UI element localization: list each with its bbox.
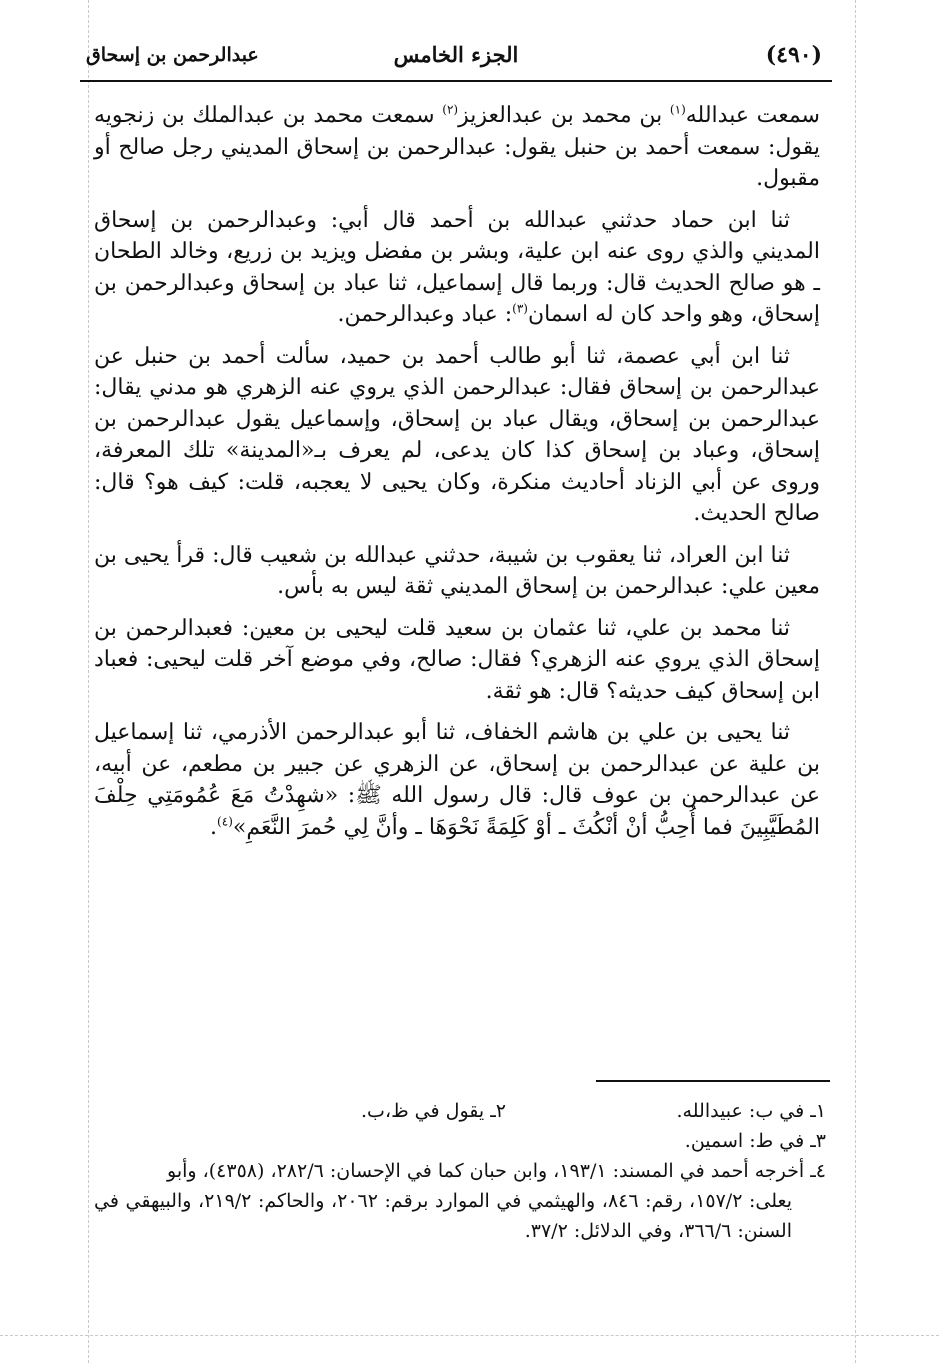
running-title: عبدالرحمن بن إسحاق xyxy=(86,44,259,66)
footnote-4-first-line: ٤ـ أخرجه أحمد في المسند: ١٩٣/١، وابن حبان كما في الإحسان: ٢٨٢/٦، (٤٣٥٨)، وأبو xyxy=(167,1160,826,1182)
text-segment: سمعت محمد بن عبدالملك بن زنجويه يقول: سمعت أحمد بن حنبل يقول: عبدالرحمن بن إسحاق المديني رجل صالح أو مقبول. xyxy=(94,103,820,191)
main-text xyxy=(94,100,820,853)
footnote-marker: (٢) xyxy=(442,102,459,117)
page-number: (٤٩٠) xyxy=(765,42,822,68)
text-segment: : عباد وعبدالرحمن. xyxy=(337,302,513,327)
text-segment: ثنا محمد بن علي، ثنا عثمان بن سعيد قلت ليحيى بن معين: فعبدالرحمن بن إسحاق الذي يروي عنه الزهري؟ فقال: صالح، وفي موضع آخر قلت ليحيى: فعباد ابن إسحاق كيف حديثه؟ قال: هو ثقة. xyxy=(94,615,820,704)
scan-guide-line xyxy=(0,1335,939,1336)
volume-title: الجزء الخامس xyxy=(393,42,519,67)
footnote-row xyxy=(94,1096,826,1126)
page-header xyxy=(80,38,832,78)
footnote-4 xyxy=(94,1156,826,1246)
footnote-3: ٣ـ في ط: اسمين. xyxy=(684,1130,826,1152)
body-paragraph xyxy=(94,717,820,843)
body-paragraph xyxy=(94,613,820,708)
body-paragraph xyxy=(94,100,820,195)
text-segment: سمعت عبدالله xyxy=(685,103,820,128)
footnote-2: ٢ـ يقول في ظ،ب. xyxy=(361,1100,506,1122)
footnotes xyxy=(94,1096,826,1246)
body-paragraph xyxy=(94,205,820,331)
scan-guide-line xyxy=(855,0,856,1363)
text-segment: ثنا ابن أبي عصمة، ثنا أبو طالب أحمد بن حميد، سألت أحمد بن حنبل عن عبدالرحمن بن إسحاق فقال: عبدالرحمن الذي يروي عنه الزهري هو مدني يقال: عبدالرحمن بن إسحاق، ويقال عباد بن إسحاق، وإسماعيل يقول عبدالرحمن بن إسحاق، وعباد بن إسحاق كذا كان يدعى، لم يعرف بـ«المدينة» تلك المعرفة، وروى عن أبي الزناد أحاديث منكرة، وكان يحيى لا يعجبه، قلت: كيف هو؟ قال: صالح الحديث. xyxy=(94,343,820,526)
footnote-4-continuation: يعلى: ١٥٧/٢، رقم: ٨٤٦، والهيثمي في الموارد برقم: ٢٠٦٢، والحاكم: ٢١٩/٢، والبيهقي في السنن: ٣٦٦/٦، وفي الدلائل: ٣٧/٢. xyxy=(94,1190,792,1242)
text-segment: ثنا ابن العراد، ثنا يعقوب بن شيبة، حدثني عبدالله بن شعيب قال: قرأ يحيى بن معين علي: عبدالرحمن بن إسحاق المديني ثقة ليس به بأس. xyxy=(94,542,820,599)
footnote-rule xyxy=(596,1080,830,1082)
text-segment: ثنا يحيى بن علي بن هاشم الخفاف، ثنا أبو عبدالرحمن الأذرمي، ثنا إسماعيل بن علية عن عبدالرحمن بن إسحاق، عن الزهري عن جبير بن مطعم، عن أبيه، عن عبدالرحمن بن عوف قال: قال رسول الله ﷺ: «شهِدْتُ مَعَ عُمُومَتِي حِلْفَ المُطَيَّبِينَ فما أُحِبُّ أنْ أنْكُثَ ـ أوْ كَلِمَةً نَحْوَهَا ـ وأنَّ لِي حُمرَ النَّعَمِ» xyxy=(94,720,820,840)
text-segment: . xyxy=(210,814,218,840)
footnote-marker: (٤) xyxy=(217,814,233,829)
scan-guide-line xyxy=(88,0,89,1363)
footnote-1: ١ـ في ب: عبيدالله. xyxy=(676,1100,826,1122)
footnote-marker: (١) xyxy=(669,102,686,117)
body-paragraph xyxy=(94,540,820,603)
body-paragraph xyxy=(94,341,820,530)
text-segment: ثنا ابن حماد حدثني عبدالله بن أحمد قال أبي: وعبدالرحمن بن إسحاق المديني والذي روى عنه ابن علية، وبشر بن مفضل ويزيد بن زريع، وخالد الطحان ـ هو صالح الحديث قال: وربما قال إسماعيل، ثنا عباد بن إسحاق وعبدالرحمن بن إسحاق، وهو واحد كان له اسمان xyxy=(94,207,820,327)
footnote-marker: (٣) xyxy=(512,301,528,316)
text-segment: بن محمد بن عبدالعزيز xyxy=(458,103,670,128)
header-rule xyxy=(80,80,832,82)
